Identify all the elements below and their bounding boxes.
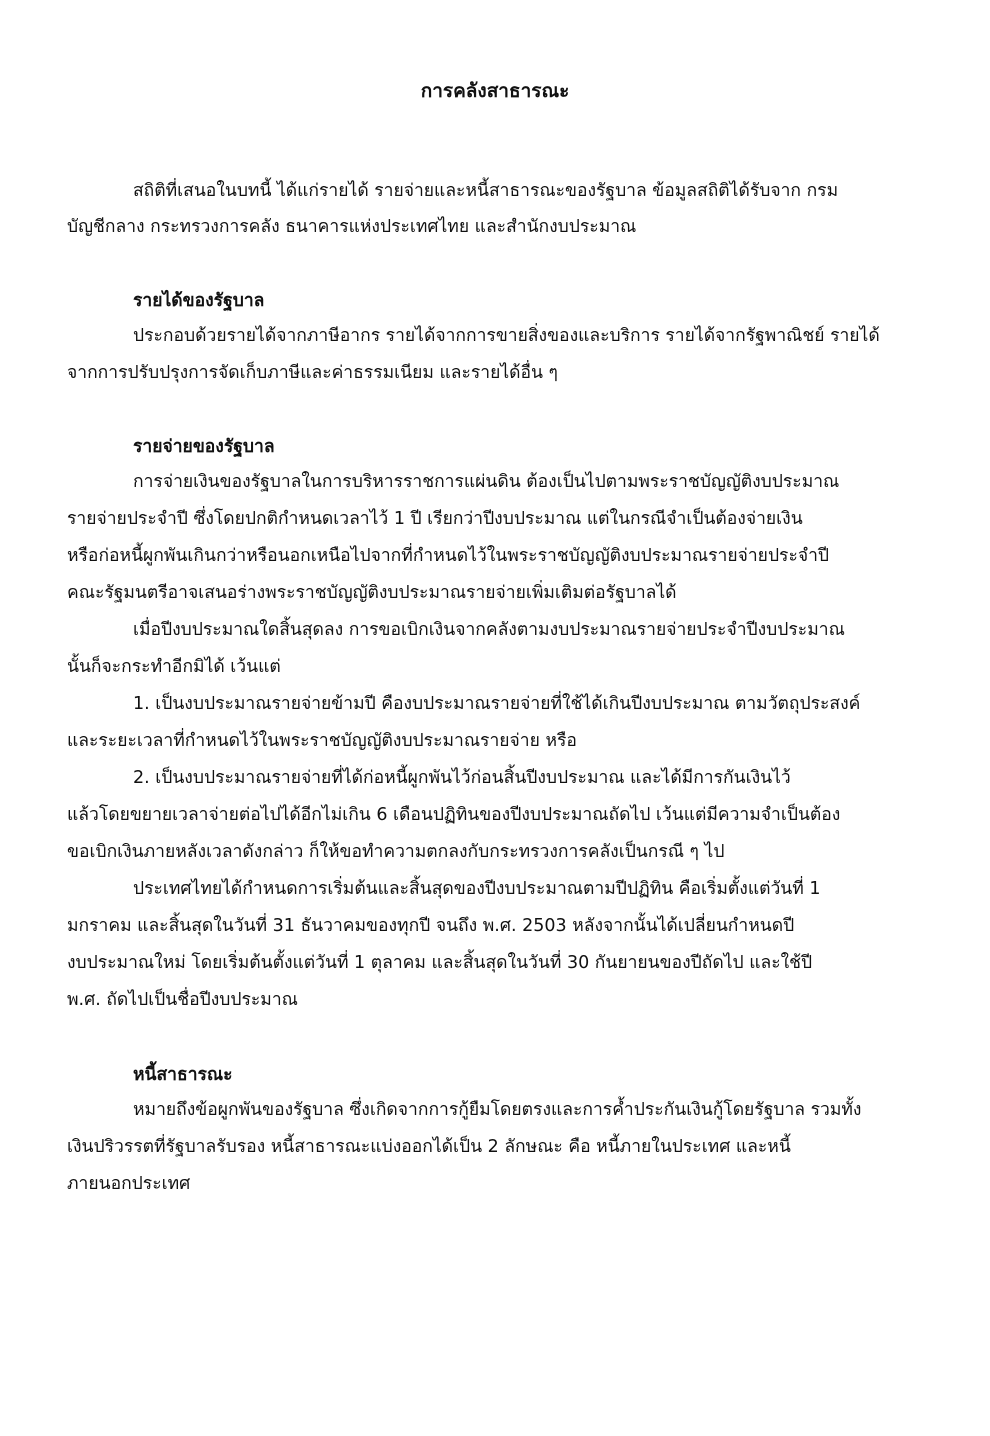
expenditure-item-2-line-3: ขอเบิกเงินภายหลังเวลาดังกล่าว ก็ให้ขอทำความตกลงกับกระทรวงการคลังเป็นกรณี ๆ ไป: [67, 842, 725, 862]
page-title: การคลังสาธารณะ: [420, 80, 570, 102]
debt-heading: หนี้สาธารณะ: [133, 1065, 233, 1085]
debt-line-3: ภายนอกประเทศ: [67, 1174, 191, 1194]
debt-line-1: หมายถึงข้อผูกพันของรัฐบาล ซึ่งเกิดจากการกู้ยืมโดยตรงและการค้ำประกันเงินกู้โดยรัฐบาล รวมทั้ง: [133, 1100, 862, 1120]
expenditure-line-1: การจ่ายเงินของรัฐบาลในการบริหารราชการแผ่นดิน ต้องเป็นไปตามพระราชบัญญัติงบประมาณ: [133, 472, 840, 492]
revenue-heading: รายได้ของรัฐบาล: [133, 291, 265, 311]
intro-line-2: บัญชีกลาง กระทรวงการคลัง ธนาคารแห่งประเทศไทย และสำนักงบประมาณ: [67, 217, 637, 237]
expenditure-heading: รายจ่ายของรัฐบาล: [133, 437, 275, 457]
expenditure-line-5: เมื่อปีงบประมาณใดสิ้นสุดลง การขอเบิกเงินจากคลังตามงบประมาณรายจ่ายประจำปีงบประมาณ: [133, 620, 845, 640]
expenditure-line-2: รายจ่ายประจำปี ซึ่งโดยปกติกำหนดเวลาไว้ 1 ปี เรียกว่าปีงบประมาณ แต่ในกรณีจำเป็นต้องจ่ายเงิน: [67, 509, 803, 529]
revenue-line-1: ประกอบด้วยรายได้จากภาษีอากร รายได้จากการขายสิ่งของและบริการ รายได้จากรัฐพาณิชย์ รายได้: [133, 326, 880, 346]
expenditure-line-6: นั้นก็จะกระทำอีกมิได้ เว้นแต่: [67, 657, 281, 677]
expenditure-line-4: คณะรัฐมนตรีอาจเสนอร่างพระราชบัญญัติงบประมาณรายจ่ายเพิ่มเติมต่อรัฐบาลได้: [67, 583, 677, 603]
expenditure-line-13: มกราคม และสิ้นสุดในวันที่ 31 ธันวาคมของทุกปี จนถึง พ.ศ. 2503 หลังจากนั้นได้เปลี่ยนกำหนดปี: [67, 916, 795, 936]
expenditure-line-12: ประเทศไทยได้กำหนดการเริ่มต้นและสิ้นสุดของปีงบประมาณตามปีปฏิทิน คือเริ่มตั้งแต่วันที่ 1: [133, 879, 821, 899]
debt-line-2: เงินปริวรรตที่รัฐบาลรับรอง หนี้สาธารณะแบ่งออกได้เป็น 2 ลักษณะ คือ หนี้ภายในประเทศ และหนี้: [67, 1137, 791, 1157]
expenditure-item-1-line-1: 1. เป็นงบประมาณรายจ่ายข้ามปี คืองบประมาณรายจ่ายที่ใช้ได้เกินปีงบประมาณ ตามวัตถุประสงค์: [133, 694, 861, 714]
expenditure-line-15: พ.ศ. ถัดไปเป็นชื่อปีงบประมาณ: [67, 990, 298, 1010]
expenditure-line-3: หรือก่อหนี้ผูกพันเกินกว่าหรือนอกเหนือไปจากที่กำหนดไว้ในพระราชบัญญัติงบประมาณรายจ่ายประจำปี: [67, 546, 830, 566]
intro-line-1: สถิติที่เสนอในบทนี้ ได้แก่รายได้ รายจ่ายและหนี้สาธารณะของรัฐบาล ข้อมูลสถิติได้รับจาก กรม: [133, 181, 839, 201]
expenditure-item-1-line-2: และระยะเวลาที่กำหนดไว้ในพระราชบัญญัติงบประมาณรายจ่าย หรือ: [67, 731, 577, 751]
expenditure-item-2-line-1: 2. เป็นงบประมาณรายจ่ายที่ได้ก่อหนี้ผูกพันไว้ก่อนสิ้นปีงบประมาณ และได้มีการกันเงินไว้: [133, 768, 791, 788]
revenue-line-2: จากการปรับปรุงการจัดเก็บภาษีและค่าธรรมเนียม และรายได้อื่น ๆ: [67, 363, 558, 383]
expenditure-item-2-line-2: แล้วโดยขยายเวลาจ่ายต่อไปได้อีกไม่เกิน 6 เดือนปฏิทินของปีงบประมาณถัดไป เว้นแต่มีความจำเป็นต้อง: [67, 805, 841, 825]
expenditure-line-14: งบประมาณใหม่ โดยเริ่มต้นตั้งแต่วันที่ 1 ตุลาคม และสิ้นสุดในวันที่ 30 กันยายนของปีถัดไป และใช้ปี: [67, 953, 813, 973]
